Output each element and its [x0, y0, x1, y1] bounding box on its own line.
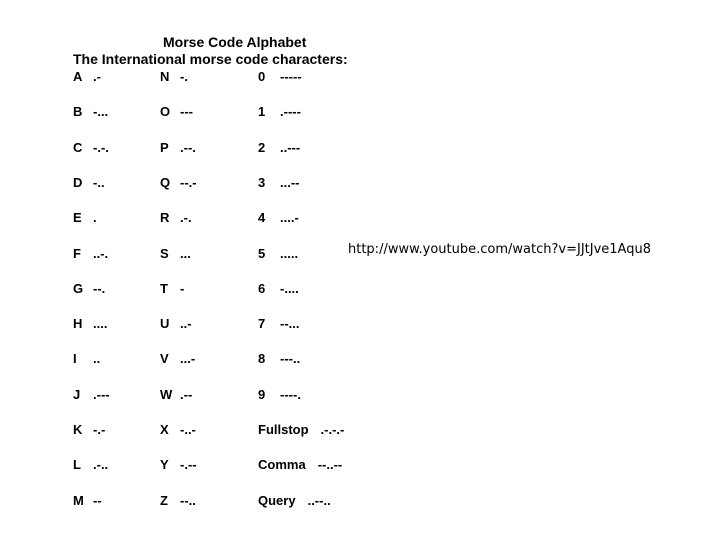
morse-code: . — [93, 210, 97, 226]
morse-character: V — [160, 351, 169, 367]
page-title: Morse Code Alphabet — [163, 34, 307, 50]
morse-character: G — [73, 280, 84, 296]
morse-code: .-- — [180, 386, 193, 402]
morse-code: --- — [180, 104, 193, 120]
morse-character: Fullstop — [258, 422, 309, 437]
morse-code: - — [180, 280, 185, 296]
morse-entry — [160, 386, 192, 404]
morse-code: ..--- — [280, 139, 301, 155]
morse-code: .--. — [180, 139, 196, 155]
morse-character: A — [73, 69, 83, 84]
morse-code: .- — [93, 69, 101, 84]
morse-code: --... — [280, 316, 300, 332]
morse-character: F — [73, 245, 81, 261]
morse-character: 0 — [258, 69, 266, 84]
morse-code: ...- — [180, 351, 196, 367]
morse-entry — [258, 456, 342, 474]
morse-entry — [73, 209, 97, 227]
morse-entry — [258, 350, 300, 368]
morse-code: .-.. — [93, 457, 109, 473]
morse-character: U — [160, 316, 170, 332]
morse-entry — [258, 209, 299, 227]
morse-code: ..- — [180, 316, 192, 332]
morse-code: ... — [180, 245, 191, 261]
morse-code: -..- — [180, 422, 196, 437]
morse-character: E — [73, 210, 82, 226]
morse-entry — [258, 492, 331, 510]
morse-entry — [160, 280, 184, 298]
morse-character: H — [73, 316, 83, 332]
morse-code: .-.-.- — [320, 422, 345, 437]
morse-character: C — [73, 139, 83, 155]
morse-entry — [73, 139, 109, 157]
morse-code: ----. — [280, 386, 301, 402]
morse-code: ..-. — [93, 245, 109, 261]
morse-entry — [160, 421, 196, 439]
morse-code: --.. — [180, 492, 196, 508]
morse-code: -.. — [93, 174, 105, 190]
morse-entry — [73, 386, 110, 404]
morse-character: D — [73, 174, 83, 190]
morse-entry — [73, 315, 107, 333]
morse-code: ..... — [280, 245, 299, 261]
morse-character: O — [160, 104, 171, 120]
morse-entry — [258, 315, 300, 333]
morse-code: ....- — [280, 210, 299, 226]
morse-character: 8 — [258, 351, 266, 367]
morse-character: Z — [160, 492, 168, 508]
morse-character: I — [73, 351, 77, 367]
morse-character: Query — [258, 492, 296, 508]
morse-character: S — [160, 245, 169, 261]
morse-character: R — [160, 210, 170, 226]
morse-entry — [258, 139, 300, 157]
morse-entry — [258, 245, 298, 263]
morse-entry — [258, 386, 301, 404]
morse-character: 1 — [258, 104, 266, 120]
morse-character: M — [73, 492, 84, 508]
morse-character: 2 — [258, 139, 266, 155]
morse-character: P — [160, 139, 169, 155]
morse-entry — [258, 68, 302, 86]
morse-entry — [160, 245, 191, 263]
morse-code: -.-. — [93, 139, 109, 155]
morse-code: .-. — [180, 210, 192, 226]
morse-code: -.-- — [180, 457, 197, 473]
morse-character: J — [73, 386, 81, 402]
morse-entry — [73, 421, 105, 439]
morse-entry — [258, 103, 301, 121]
morse-character: X — [160, 422, 169, 437]
morse-code: --..-- — [317, 457, 343, 473]
morse-entry — [160, 103, 193, 121]
morse-entry — [73, 68, 101, 86]
morse-code: --.- — [180, 174, 197, 190]
morse-entry — [160, 68, 188, 86]
morse-code: --. — [93, 280, 106, 296]
morse-character: L — [73, 457, 81, 473]
morse-code: ..--.. — [307, 492, 331, 508]
morse-entry — [258, 174, 300, 192]
morse-entry — [73, 103, 108, 121]
morse-character: B — [73, 104, 83, 120]
morse-entry — [73, 174, 105, 192]
morse-character: Comma — [258, 457, 306, 473]
morse-code: .... — [93, 316, 108, 332]
morse-code: .---- — [280, 104, 301, 120]
morse-entry — [160, 315, 192, 333]
morse-entry — [160, 139, 196, 157]
morse-entry — [73, 492, 102, 510]
morse-entry — [160, 350, 195, 368]
youtube-link[interactable]: http://www.youtube.com/watch?v=JJtJve1Aqu8 — [348, 242, 651, 257]
morse-code: ...-- — [280, 174, 300, 190]
morse-code: -.- — [93, 422, 106, 437]
morse-character: 7 — [258, 316, 266, 332]
morse-code: -. — [180, 69, 188, 84]
morse-entry — [73, 245, 108, 263]
morse-character: K — [73, 422, 83, 437]
morse-entry — [258, 280, 299, 298]
morse-code: .. — [93, 351, 101, 367]
morse-character: W — [160, 386, 173, 402]
morse-entry — [258, 421, 344, 439]
morse-code: .--- — [93, 386, 110, 402]
morse-character: 5 — [258, 245, 266, 261]
morse-entry — [160, 456, 197, 474]
morse-code: -... — [93, 104, 109, 120]
morse-entry — [160, 174, 197, 192]
morse-character: 9 — [258, 386, 266, 402]
morse-character: N — [160, 69, 170, 84]
page-subtitle: The International morse code characters: — [73, 51, 348, 67]
morse-character: Y — [160, 457, 169, 473]
morse-code: ---.. — [280, 351, 301, 367]
morse-entry — [160, 492, 196, 510]
morse-code: -- — [93, 492, 102, 508]
morse-code: ----- — [280, 69, 302, 84]
morse-entry — [73, 280, 105, 298]
morse-character: 6 — [258, 280, 266, 296]
morse-entry — [73, 456, 108, 474]
morse-character: T — [160, 280, 168, 296]
morse-character: 3 — [258, 174, 266, 190]
morse-entry — [160, 209, 192, 227]
morse-character: Q — [160, 174, 171, 190]
morse-character: 4 — [258, 210, 266, 226]
morse-entry — [73, 350, 100, 368]
morse-code: -.... — [280, 280, 299, 296]
